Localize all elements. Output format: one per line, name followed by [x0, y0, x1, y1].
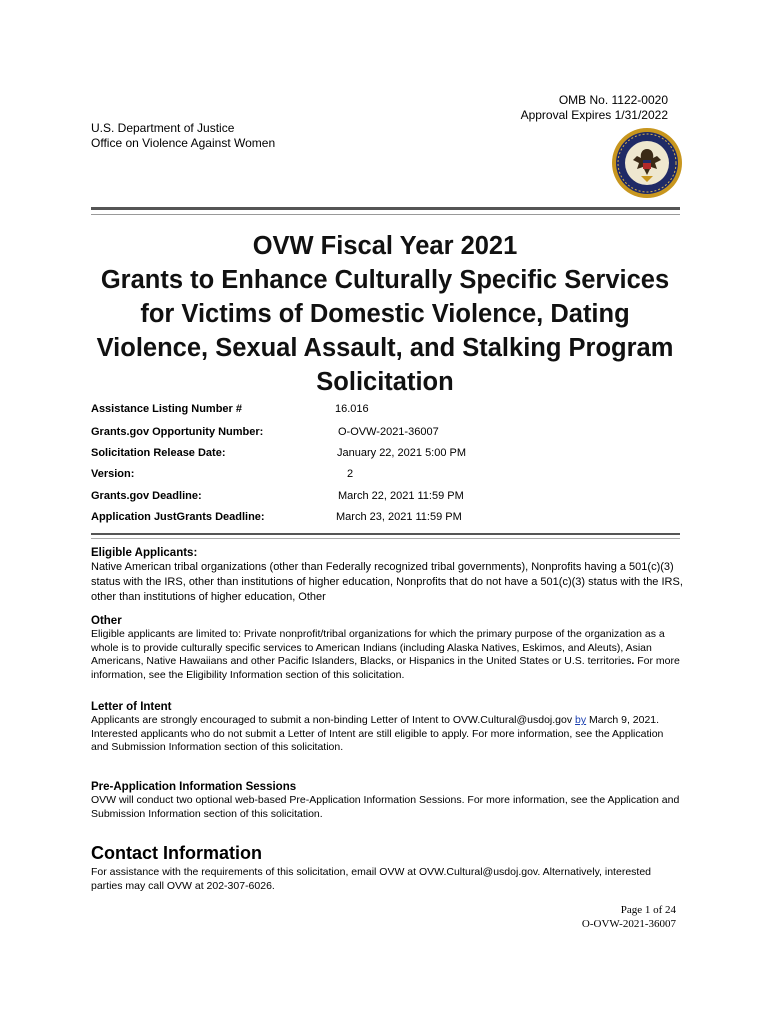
section-rule	[91, 533, 680, 539]
letter-of-intent-text-before: Applicants are strongly encouraged to submit a non-binding Letter of Intent to OVW.Cultural@usdoj.gov	[91, 714, 576, 726]
pre-application-heading: Pre-Application Information Sessions	[91, 781, 297, 793]
footer-doc-number: O-OVW-2021-36007	[581, 918, 676, 930]
grants-gov-deadline-label: Grants.gov Deadline:	[91, 490, 202, 502]
letter-of-intent-text-after: March 9, 2021. Interested applicants who do not submit a Letter of Intent are still eligible to apply. For more information, see the Application and Submission Information section of this solicitation.	[91, 714, 664, 753]
eligible-applicants-text: Native American tribal organizations (other than Federally recognized tribal governments), Nonprofits having a 501(c)(3) status with the IRS, other than institutions of higher education, Nonprofits that do not have a 501(c)(3) status with the IRS, other than institutions of higher education, Other	[91, 561, 683, 603]
version-label: Version:	[91, 468, 135, 480]
omb-number: OMB No. 1122-0020	[558, 93, 668, 107]
other-text-main: Eligible applicants are limited to: Private nonprofit/tribal organizations for which the primary purpose of the organization as a whole is to provide culturally specific services to American Indians (including Alaska Natives, Eskimos, and Aleuts), Asian Americans, Native Hawaiians and other Pacific Islanders, Blacks, or Hispanics in the United States or U.S. territories	[91, 628, 665, 667]
justgrants-deadline-value: March 23, 2021 11:59 PM	[336, 511, 462, 523]
document-subtitle: Solicitation	[316, 368, 454, 396]
other-heading: Other	[91, 615, 122, 627]
assistance-listing-label: Assistance Listing Number #	[91, 403, 242, 415]
document-title	[60, 229, 710, 365]
title-line-3: for Victims of Domestic Violence, Dating	[140, 300, 630, 328]
header-rule	[91, 207, 680, 215]
other-text	[91, 628, 683, 682]
release-date-label: Solicitation Release Date:	[91, 447, 226, 459]
opportunity-number-value: O-OVW-2021-36007	[338, 426, 439, 438]
title-line-4: Violence, Sexual Assault, and Stalking Program	[96, 334, 674, 362]
title-line-2: Grants to Enhance Culturally Specific Services	[100, 266, 670, 294]
doj-seal-icon	[611, 127, 683, 199]
letter-of-intent-heading: Letter of Intent	[91, 701, 172, 713]
title-line-1: OVW Fiscal Year 2021	[252, 232, 518, 260]
page-number: Page 1 of 24	[620, 904, 676, 916]
office-name: Office on Violence Against Women	[91, 136, 276, 150]
letter-of-intent-text	[91, 714, 683, 755]
agency-block	[91, 121, 275, 151]
letter-of-intent-link[interactable]: by	[575, 714, 587, 726]
grants-gov-deadline-value: March 22, 2021 11:59 PM	[338, 490, 464, 502]
contact-text: For assistance with the requirements of this solicitation, email OVW at OVW.Cultural@usdoj.gov. Alternatively, interested parties may call OVW at 202-307-6026.	[91, 866, 652, 892]
opportunity-number-label: Grants.gov Opportunity Number:	[91, 426, 264, 438]
justgrants-deadline-label: Application JustGrants Deadline:	[91, 511, 265, 523]
assistance-listing-value: 16.016	[335, 403, 369, 415]
version-value: 2	[347, 468, 354, 480]
other-text-period: .	[631, 655, 635, 667]
omb-block	[521, 93, 668, 123]
contact-heading: Contact Information	[91, 843, 262, 863]
department-name: U.S. Department of Justice	[91, 121, 235, 135]
release-date-value: January 22, 2021 5:00 PM	[337, 447, 467, 459]
other-text-tail: For more information, see the Eligibility Information section of this solicitation.	[91, 655, 680, 681]
pre-application-text: OVW will conduct two optional web-based Pre-Application Information Sessions. For more information, see the Application and Submission Information section of this solicitation.	[91, 794, 680, 820]
approval-expires: Approval Expires 1/31/2022	[520, 108, 668, 122]
eligible-applicants-heading: Eligible Applicants:	[91, 547, 198, 559]
